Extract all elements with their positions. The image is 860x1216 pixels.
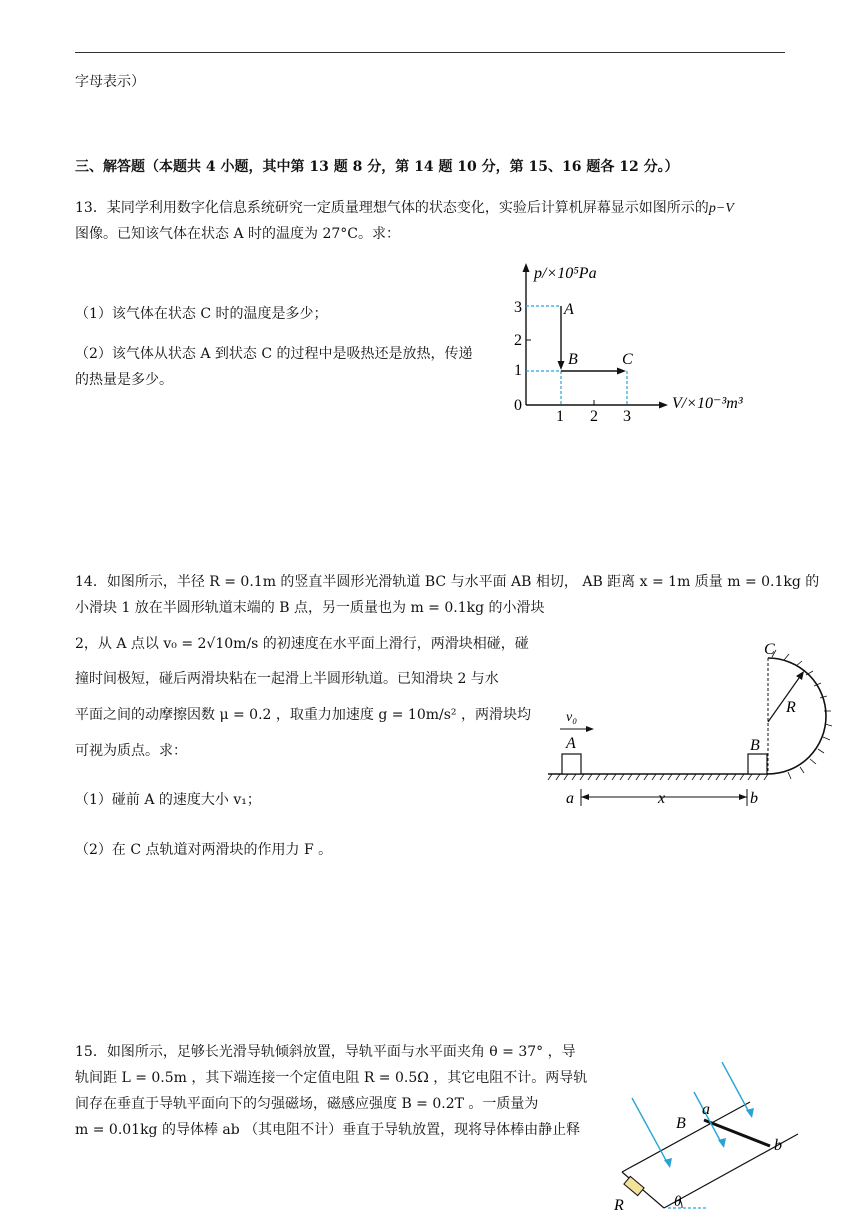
pv-diagram bbox=[510, 258, 780, 430]
q13-line2: 图像。已知该气体在状态 A 时的温度为 27°C。求： bbox=[75, 226, 400, 242]
rod-end-a-label: a bbox=[702, 1101, 710, 1118]
dim-x-label: x bbox=[658, 790, 666, 807]
arrow-ab-icon bbox=[558, 361, 565, 370]
state-a-label: A bbox=[564, 301, 574, 318]
q14-line6: 可视为质点。求： bbox=[75, 743, 187, 759]
dim-arrow-right-icon bbox=[739, 794, 747, 800]
q14-line4: 撞时间极短，碰后两滑块粘在一起滑上半圆形轨道。已知滑块 2 与水 bbox=[75, 671, 499, 687]
q13-line1-text: 13．某同学利用数字化信息系统研究一定质量理想气体的状态变化，实验后计算机屏幕显示如图所示的 bbox=[75, 200, 709, 216]
track-diagram bbox=[540, 636, 840, 812]
x-tick-3: 3 bbox=[623, 408, 631, 425]
field-b-label: B bbox=[676, 1115, 686, 1132]
v-axis-arrow-icon bbox=[659, 402, 668, 409]
state-b-label: B bbox=[568, 351, 578, 368]
y-tick-2: 2 bbox=[514, 332, 522, 349]
q14-sub2: （2）在 C 点轨道对两滑块的作用力 F 。 bbox=[75, 842, 333, 858]
v0-arrow-icon bbox=[586, 726, 594, 732]
block-b bbox=[748, 754, 767, 774]
point-b-label: B bbox=[750, 737, 760, 754]
angle-theta-label: θ bbox=[674, 1194, 682, 1210]
y-tick-1: 1 bbox=[514, 362, 522, 379]
q14-line3: 2，从 A 点以 v₀ = 2√10m/s 的初速度在水平面上滑行，两滑块相碰，碰 bbox=[75, 636, 529, 652]
q15-line2: 轨间距 L = 0.5m ，其下端连接一个定值电阻 R = 0.5Ω ，其它电阻不计。两导轨 bbox=[75, 1070, 588, 1086]
q13-line1 bbox=[75, 198, 734, 219]
p-axis-label: p/×10⁵Pa bbox=[534, 265, 597, 282]
q13-pv-symbol: p−V bbox=[708, 201, 734, 216]
p-axis-arrow-icon bbox=[523, 263, 530, 272]
radius-label: R bbox=[786, 699, 796, 716]
ground-hatching bbox=[548, 774, 768, 780]
x-tick-1: 1 bbox=[556, 408, 564, 425]
q15-line4: m = 0.01kg 的导体棒 ab （其电阻不计）垂直于导轨放置，现将导体棒由静止释 bbox=[75, 1122, 581, 1138]
q13-sub2b: 的热量是多少。 bbox=[75, 372, 173, 388]
q13-sub1: （1）该气体在状态 C 时的温度是多少； bbox=[75, 306, 328, 322]
x-tick-2: 2 bbox=[590, 408, 598, 425]
header-rule bbox=[75, 52, 785, 53]
q13-sub2a: （2）该气体从状态 A 到状态 C 的过程中是吸热还是放热，传递 bbox=[75, 346, 473, 362]
dim-arrow-left-icon bbox=[581, 794, 589, 800]
q15-line1: 15．如图所示，足够长光滑导轨倾斜放置，导轨平面与水平面夹角 θ = 37° ，导 bbox=[75, 1044, 576, 1060]
section-heading: 三、解答题（本题共 4 小题，其中第 13 题 8 分，第 14 题 10 分，第 15、16 题各 12 分。） bbox=[75, 159, 679, 175]
continuation-line: 字母表示） bbox=[75, 74, 145, 90]
origin-label: 0 bbox=[514, 397, 522, 414]
q14-line1: 14．如图所示，半径 R = 0.1m 的竖直半圆形光滑轨道 BC 与水平面 AB 相切， AB 距离 x = 1m 质量 m = 0.1kg 的 bbox=[75, 574, 820, 590]
state-c-label: C bbox=[622, 351, 633, 368]
dim-a-label: a bbox=[566, 790, 574, 807]
dim-b-label: b bbox=[750, 790, 758, 807]
rail-upper bbox=[622, 1102, 750, 1172]
q14-line5: 平面之间的动摩擦因数 μ = 0.2 ，取重力加速度 g = 10m/s² ，两滑块均 bbox=[75, 707, 531, 723]
v-axis-label: V/×10⁻³m³ bbox=[672, 395, 743, 412]
q14-sub1: （1）碰前 A 的速度大小 v₁； bbox=[75, 792, 261, 808]
rail-diagram bbox=[604, 1062, 844, 1216]
point-c-label: C bbox=[764, 641, 775, 658]
radius-arrow-icon bbox=[796, 671, 804, 680]
y-tick-3: 3 bbox=[514, 299, 522, 316]
arrow-bc-icon bbox=[617, 368, 626, 375]
v0-label: v₀ bbox=[566, 710, 578, 725]
resistor bbox=[624, 1176, 644, 1195]
resistor-label: R bbox=[614, 1197, 624, 1214]
q14-line2: 小滑块 1 放在半圆形轨道末端的 B 点，另一质量也为 m = 0.1kg 的小滑块 bbox=[75, 600, 545, 616]
rod-end-b-label: b bbox=[774, 1137, 782, 1154]
magnetic-field-lines bbox=[632, 1062, 750, 1164]
conductor-rod-ab bbox=[704, 1120, 770, 1146]
point-a-label: A bbox=[566, 735, 576, 752]
q15-line3: 间存在垂直于导轨平面向下的匀强磁场，磁感应强度 B = 0.2T 。一质量为 bbox=[75, 1096, 539, 1112]
block-a bbox=[562, 754, 581, 774]
